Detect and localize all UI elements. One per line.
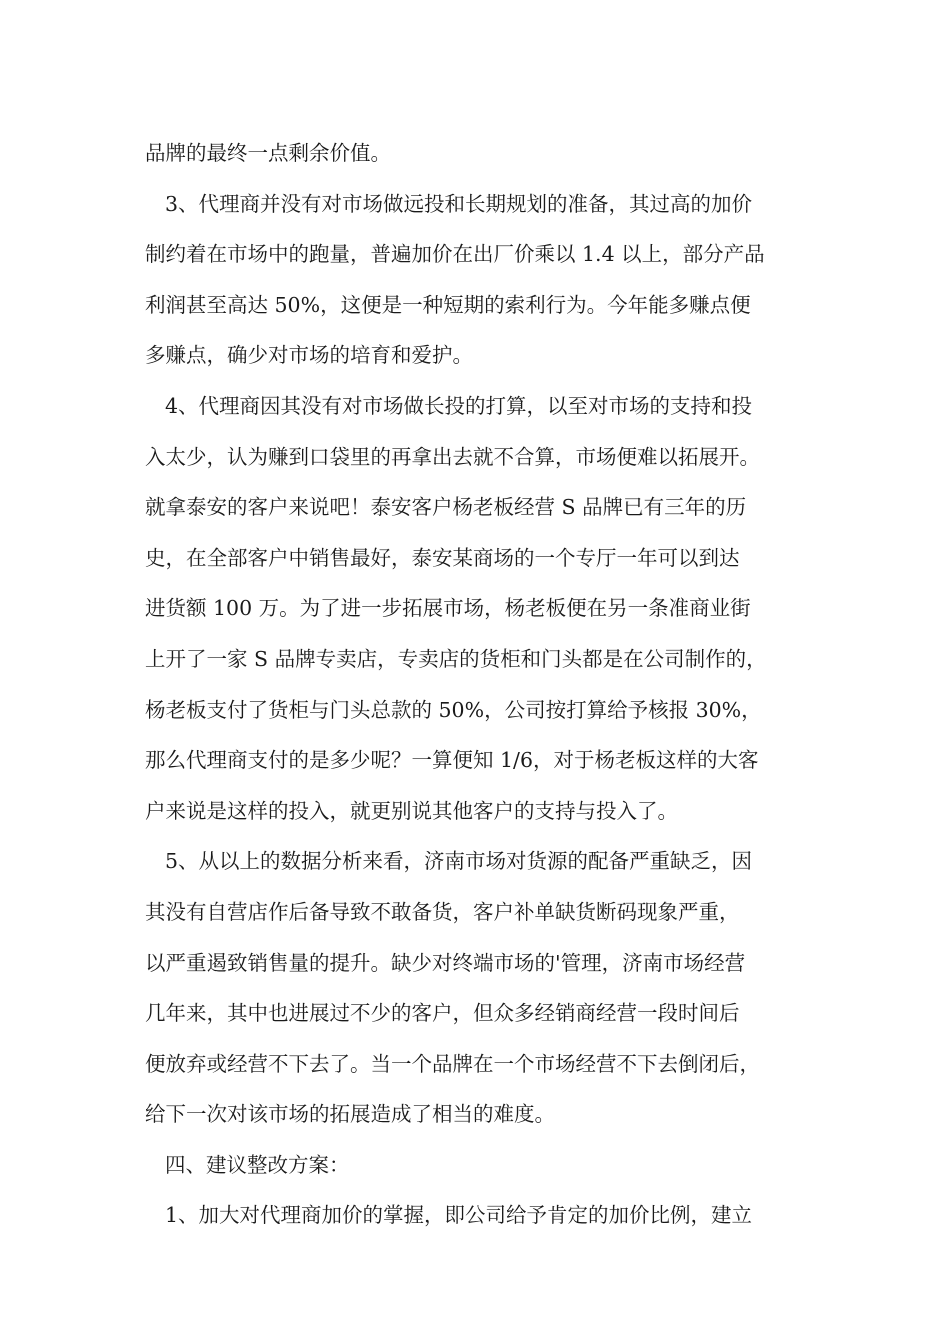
text-line: 4、代理商因其没有对市场做长投的打算，以至对市场的支持和投	[165, 393, 753, 418]
text-line: 制约着在市场中的跑量，普遍加价在出厂价乘以 1.4 以上，部分产品	[145, 242, 765, 267]
text-line: 杨老板支付了货柜与门头总款的 50%，公司按打算给予核报 30%，	[145, 697, 762, 722]
text-line: 四、建议整改方案：	[165, 1152, 350, 1177]
text-line: 户来说是这样的投入，就更别说其他客户的支持与投入了。	[145, 798, 678, 823]
text-line: 上开了一家 S 品牌专卖店，专卖店的货柜和门头都是在公司制作的，	[145, 646, 767, 671]
text-line: 品牌的最终一点剩余价值。	[145, 141, 391, 165]
text-line: 史，在全部客户中销售最好，泰安某商场的一个专厅一年可以到达	[145, 545, 740, 570]
text-line: 给下一次对该市场的拓展造成了相当的难度。	[145, 1102, 555, 1127]
text-line: 就拿泰安的客户来说吧！泰安客户杨老板经营 S 品牌已有三年的历	[145, 495, 747, 520]
text-line: 1、加大对代理商加价的掌握，即公司给予肯定的加价比例，建立	[165, 1203, 753, 1228]
document-body	[145, 128, 835, 1241]
text-line: 3、代理商并没有对市场做远投和长期规划的准备，其过高的加价	[165, 191, 753, 216]
text-line: 便放弃或经营不下去了。当一个品牌在一个市场经营不下去倒闭后，	[145, 1051, 760, 1076]
text-line: 其没有自营店作后备导致不敢备货，客户补单缺货断码现象严重，	[145, 899, 740, 924]
text-line: 以严重遏致销售量的提升。缺少对终端市场的'管理，济南市场经营	[145, 950, 746, 975]
text-line: 那么代理商支付的是多少呢？一算便知 1/6，对于杨老板这样的大客	[145, 748, 759, 773]
text-line: 几年来，其中也进展过不少的客户，但众多经销商经营一段时间后	[145, 1001, 740, 1026]
text-line: 5、从以上的数据分析来看，济南市场对货源的配备严重缺乏，因	[165, 849, 753, 874]
text-line: 多赚点，确少对市场的培育和爱护。	[145, 343, 473, 368]
text-line: 入太少，认为赚到口袋里的再拿出去就不合算，市场便难以拓展开。	[145, 444, 760, 469]
text-line: 利润甚至高达 50%，这便是一种短期的索利行为。今年能多赚点便	[145, 292, 751, 317]
text-line: 进货额 100 万。为了进一步拓展市场，杨老板便在另一条准商业街	[145, 596, 751, 621]
